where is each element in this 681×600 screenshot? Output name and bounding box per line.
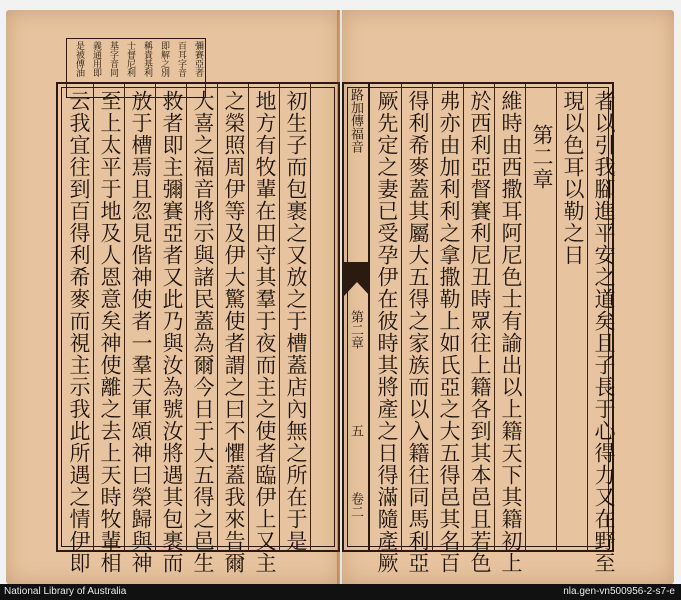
left-page — [6, 10, 340, 584]
text-column: 於西利亞督賽利尼丑時眾往上籍各到其本邑且若色 — [468, 90, 492, 574]
annotation-line: 是被傅油 — [74, 41, 84, 77]
annotation-line: 基字音同 — [108, 41, 118, 77]
page-number: 五 — [348, 424, 363, 437]
text-column: 救者即主彌賽亞者又此乃與汝為號汝將遇其包裹而 — [160, 90, 184, 574]
right-page — [342, 10, 674, 584]
text-column: 者以引我腳進平安之道矣且子長于心得力又在野至 — [592, 90, 616, 574]
text-column: 初生子而包裹之又放之于槽蓋店內無之所在于是 — [284, 90, 308, 552]
text-column: 弗亦由加利利之拿撒勒上如氏亞之大五得邑其名百 — [437, 90, 461, 574]
text-column: 維時由西撒耳阿尼色士有諭出以上籍天下其籍初上 — [499, 90, 523, 574]
center-strip — [344, 84, 370, 550]
annotation-line: 義通用即 — [91, 41, 101, 77]
chapter-label: 第二章 — [348, 310, 363, 349]
fishtail-ornament — [344, 262, 370, 296]
annotation-line: 士督尼利 — [125, 41, 135, 77]
text-column: 云我宜往到百得利希麥而視主示我此所遇之情伊即 — [67, 90, 91, 574]
annotation-line: 彌賽亞者 — [193, 41, 203, 77]
text-column: 現以色耳以勒之日 — [561, 90, 585, 266]
text-column: 大喜之福音將示與諸民蓋為爾今日于大五得之邑生 — [191, 90, 215, 574]
annotation-line: 即解之別 — [159, 41, 169, 77]
text-column: 厥先定之妻已受孕伊在彼時其將產之日得滿隨產厥 — [375, 90, 399, 574]
text-column: 之榮照周伊等及伊大驚使者謂之曰不懼蓋我來告爾 — [222, 90, 246, 574]
text-column: 得利希麥蓋其屬大五得之家族而以入籍往同馬利亞 — [406, 90, 430, 574]
volume-label: 卷二 — [348, 492, 363, 518]
footer-identifier: nla.gen-vn500956-2-s7-e — [563, 586, 675, 597]
chapter-heading: 第二章 — [530, 124, 554, 190]
right-text-frame — [342, 82, 616, 574]
annotation-line: 百耳字音 — [176, 41, 186, 77]
book-title: 路加傳福音 — [348, 88, 363, 153]
footer-bar — [0, 584, 681, 600]
annotation-line: 稱貴基利 — [142, 41, 152, 77]
left-text-frame — [56, 82, 340, 574]
text-column: 地方有牧輩在田守其羣于夜而主之使者臨伊上又主 — [253, 90, 277, 574]
footer-source: National Library of Australia — [4, 586, 127, 597]
text-column: 放于槽焉且忽見偕神使者一羣天軍頌神曰榮歸與神 — [129, 90, 153, 574]
text-column: 至上太平于地及人恩意矣神使離之去上天時牧輩相 — [98, 90, 122, 574]
